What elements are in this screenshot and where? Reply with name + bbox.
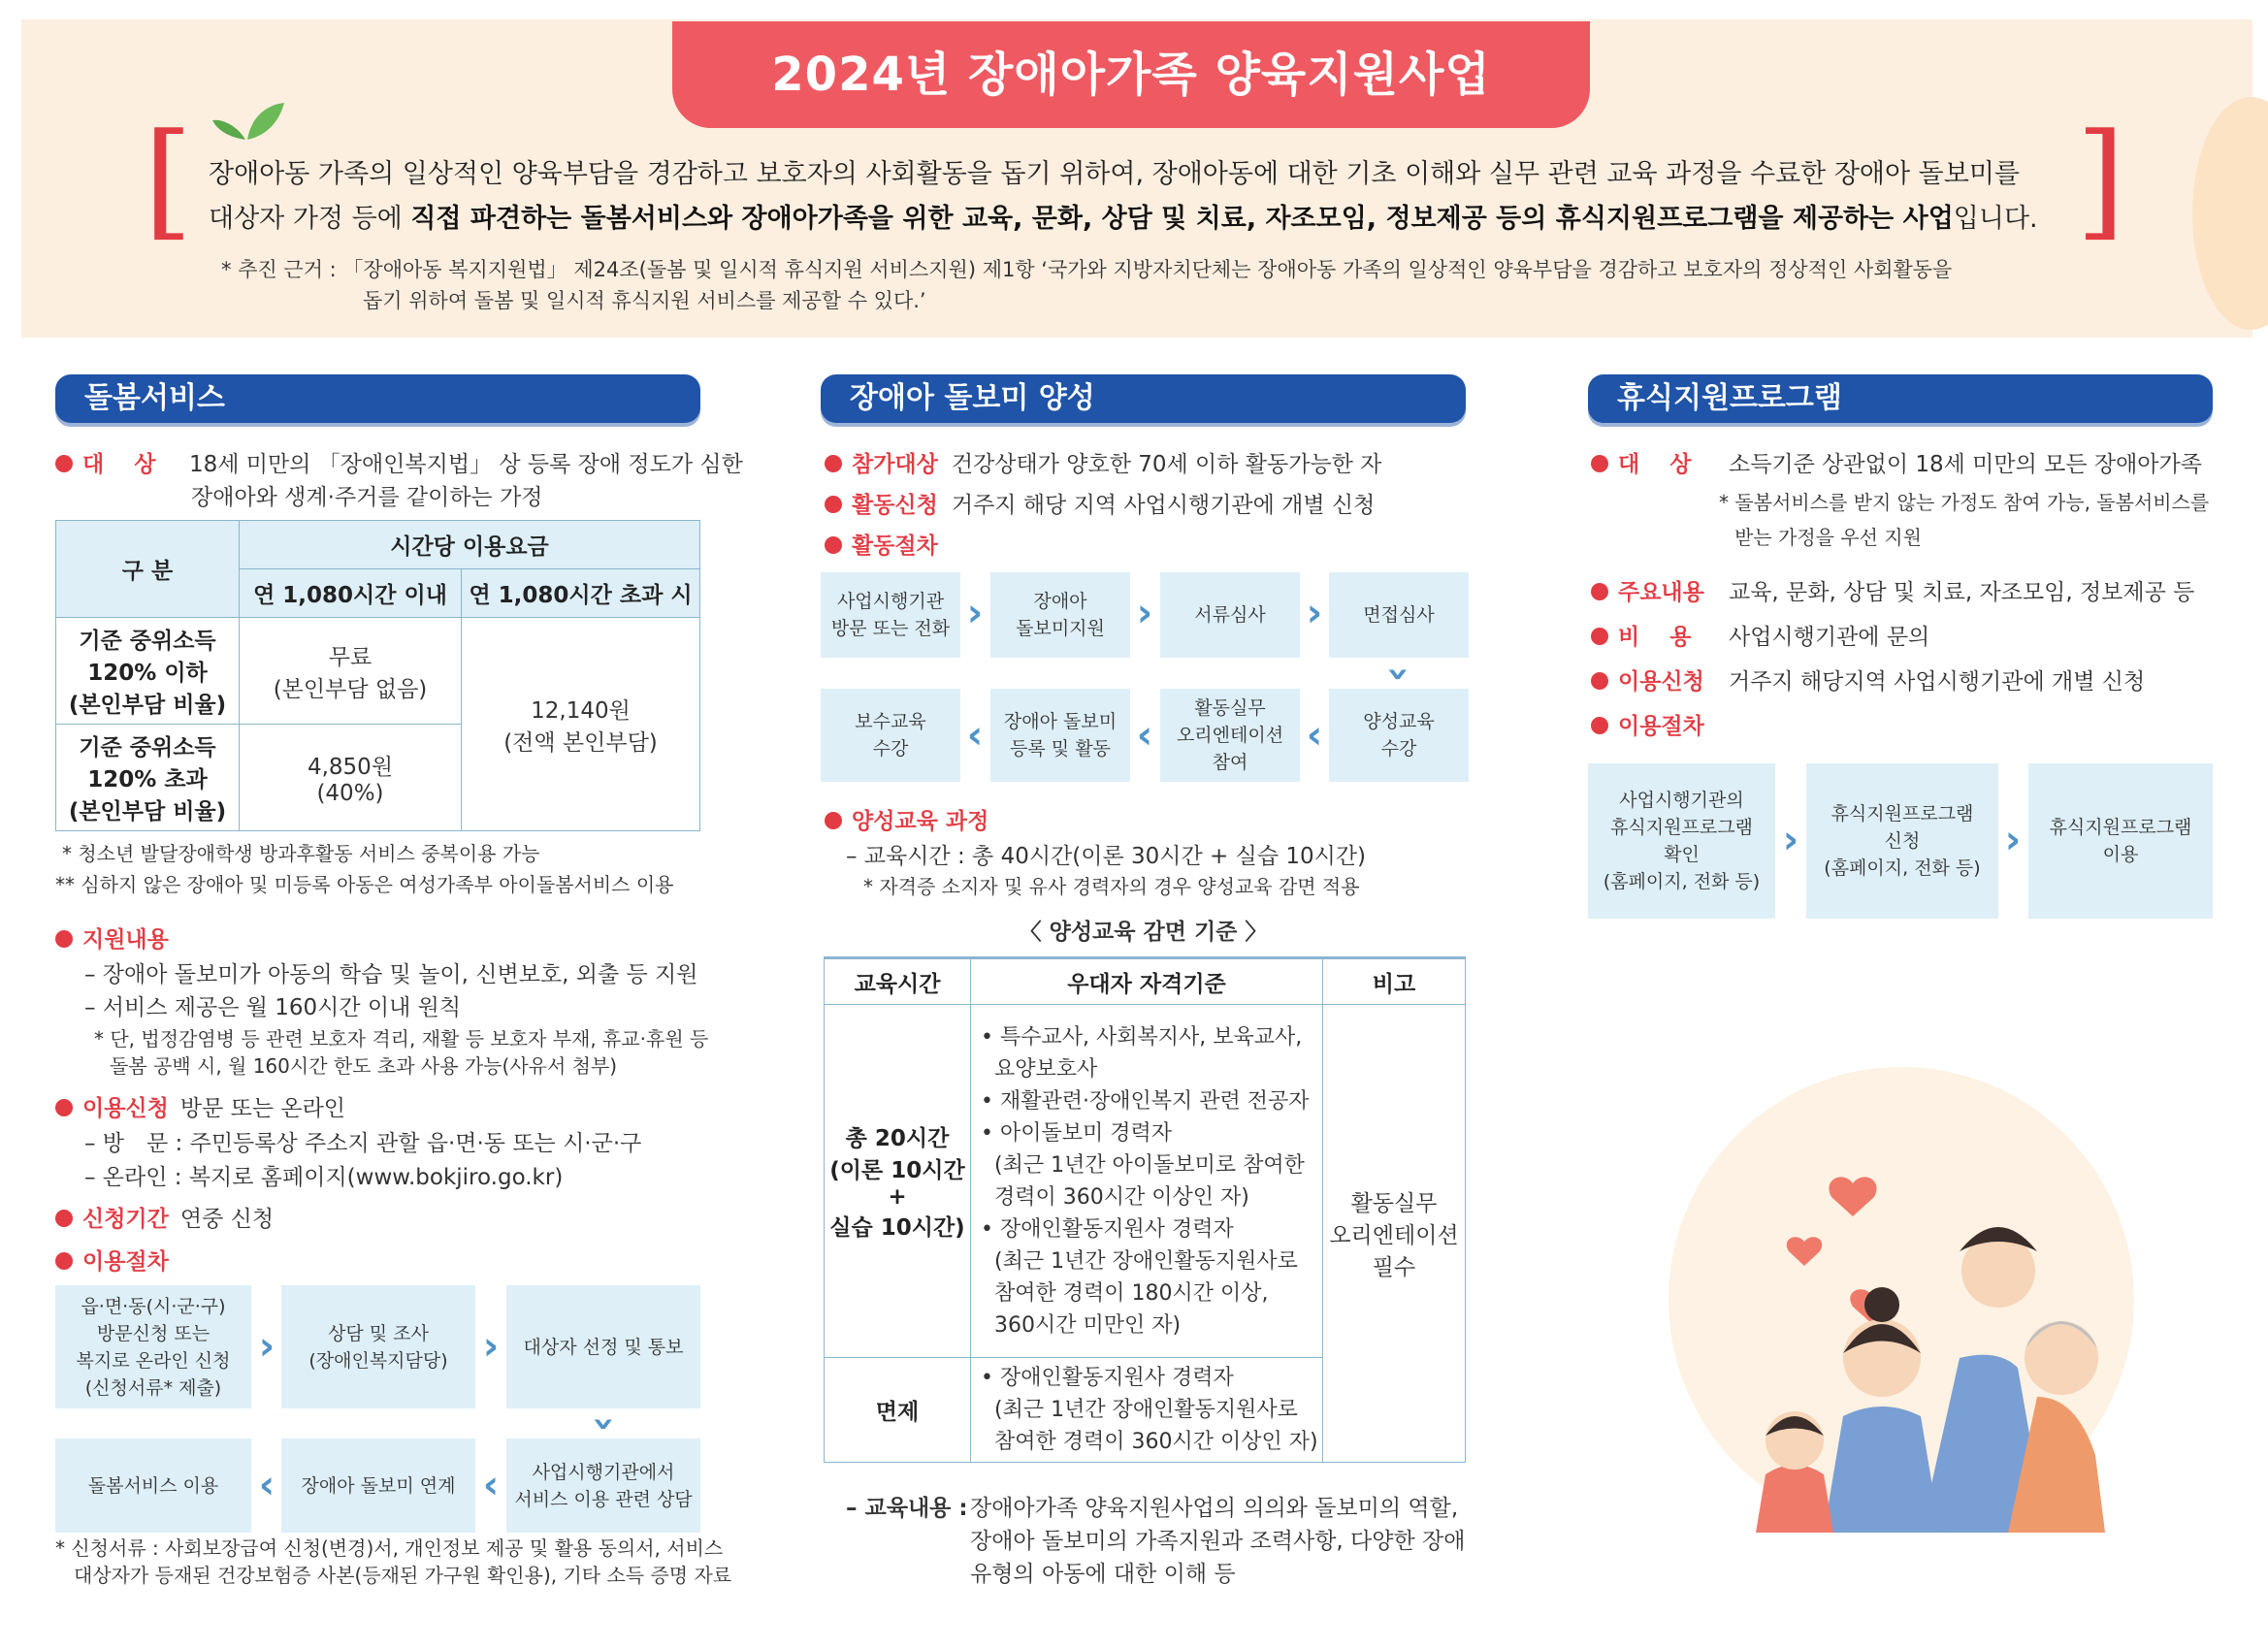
train-step-1 — [821, 572, 960, 658]
qual-line: • 재활관련·장애인복지 관련 전공자 — [981, 1088, 1310, 1114]
care-target — [55, 446, 743, 478]
care-support-note-1: * 단, 법정감염병 등 관련 보호자 격리, 재활 등 보호자 부재, 휴교·휴원 등 — [94, 1027, 709, 1051]
step-line: 돌봄서비스 이용 — [87, 1474, 219, 1497]
care-proc-label: 이용절차 — [82, 1249, 169, 1275]
reduce-col-time: 교육시간 — [825, 958, 971, 1005]
train-step-6 — [1160, 689, 1300, 782]
step-line: 사업시행기관의 — [1619, 790, 1744, 811]
chevron-left-icon: ‹ — [1306, 713, 1323, 758]
step-line: 수강 — [872, 738, 909, 760]
row1-within — [240, 618, 462, 725]
bracket-right: ] — [2076, 106, 2125, 253]
over-value-1: 12,140원 — [531, 697, 631, 724]
row2-within — [240, 725, 462, 831]
chevron-down-icon: › — [1377, 665, 1421, 683]
rest-step-2 — [1806, 763, 1998, 919]
note-line: 오리엔테이션 — [1329, 1223, 1459, 1248]
rest-apply — [1591, 663, 2145, 695]
row2-within-1: 4,850원 — [307, 755, 394, 780]
step-line: 장애아 돌보미 연계 — [301, 1474, 456, 1497]
care-target-label: 대 상 — [82, 452, 156, 477]
step-line: 휴식지원프로그램 — [1610, 817, 1753, 838]
row1-label-3: (본인부담 비율) — [68, 693, 227, 718]
rest-cost — [1591, 619, 1929, 651]
care-step-4 — [506, 1439, 700, 1533]
bullet-dot — [825, 496, 842, 513]
step-line: 사업시행기관에서 — [532, 1461, 675, 1483]
care-apply-label: 이용신청 — [82, 1096, 169, 1121]
care-period-text: 연중 신청 — [179, 1207, 275, 1232]
note-line: 필수 — [1372, 1255, 1416, 1280]
chevron-right-icon: › — [966, 591, 984, 635]
rest-cost-label: 비 용 — [1618, 625, 1692, 650]
step-line: 활동실무 — [1194, 697, 1266, 719]
train-step-5 — [1329, 689, 1469, 782]
train-step-4 — [1329, 572, 1469, 658]
step-line: 장애아 돌보미 — [1003, 711, 1118, 732]
reduce-note — [1323, 1005, 1466, 1463]
rest-target-note-2: 받는 가정을 우선 지원 — [1734, 526, 1922, 549]
care-support-label: 지원내용 — [82, 927, 169, 953]
step-line: 오리엔테이션 — [1176, 725, 1284, 746]
train-content-1: 장애아가족 양육지원사업의 의의와 돌보미의 역할, — [970, 1496, 1459, 1521]
row2-label-2: 120% 초과 — [87, 767, 208, 792]
rest-step-3 — [2028, 763, 2213, 919]
qual-line: 경력이 360시간 이상인 자) — [981, 1184, 1249, 1210]
section-rest-heading: 휴식지원프로그램 — [1588, 374, 2213, 423]
reduce-row1-quals — [971, 1005, 1323, 1358]
rest-target-note-1: * 돌봄서비스를 받지 않는 가정도 참여 가능, 돌봄서비스를 — [1719, 491, 2210, 514]
step-line: 수강 — [1380, 738, 1417, 760]
care-note-1: * 청소년 발달장애학생 방과후활동 서비스 중복이용 가능 — [62, 842, 540, 865]
train-proc — [825, 528, 938, 560]
intro-line-2 — [209, 197, 2081, 235]
chevron-left-icon: ‹ — [258, 1463, 275, 1507]
care-docs-1: * 신청서류 : 사회보장급여 신청(변경)서, 개인정보 제공 및 활용 동의서, 서비스 — [55, 1536, 724, 1560]
rest-target — [1591, 446, 2202, 478]
step-line: 돌보미지원 — [1016, 618, 1105, 639]
train-who-text: 건강상태가 양호한 70세 이하 활동가능한 자 — [951, 452, 1382, 477]
care-note-2: ** 심하지 않은 장애아 및 미등록 아동은 여성가족부 아이돌봄서비스 이용 — [55, 873, 674, 896]
section-train-heading: 장애아 돌보미 양성 — [821, 374, 1466, 423]
chevron-right-icon: › — [1306, 591, 1323, 635]
note-line: 활동실무 — [1350, 1191, 1438, 1216]
step-line: 복지로 온라인 신청 — [76, 1349, 231, 1372]
care-target-text: 18세 미만의 「장애인복지법」 상 등록 장애 정도가 심한 — [189, 452, 743, 477]
care-support — [55, 922, 169, 954]
bullet-dot — [825, 536, 842, 554]
bullet-dot — [55, 1099, 73, 1116]
qual-line: 참여한 경력이 180시간 이상, — [981, 1280, 1269, 1306]
row1-label — [56, 618, 240, 725]
qual-line: (최근 1년간 아이돌보미로 참여한 — [981, 1152, 1305, 1178]
chevron-right-icon: › — [2004, 818, 2022, 862]
over-value — [462, 618, 700, 831]
chevron-down-icon: › — [582, 1415, 627, 1433]
over-value-2: (전액 본인부담) — [503, 729, 658, 756]
time-line: 총 20시간 — [845, 1126, 950, 1151]
train-content-label: – 교육내용 : — [846, 1496, 968, 1521]
care-step-6 — [55, 1439, 251, 1533]
section-care-heading: 돌봄서비스 — [55, 374, 700, 423]
qual-line: (최근 1년간 장애인활동지원사로 — [981, 1398, 1298, 1422]
train-course-hours: – 교육시간 : 총 40시간(이론 30시간 + 실습 10시간) — [846, 844, 1367, 869]
train-apply-label: 활동신청 — [852, 493, 938, 518]
train-apply — [825, 487, 1375, 519]
intro-bold: 직접 파견하는 돌봄서비스와 장애아가족을 위한 교육, 문화, 상담 및 치료, 자조모임, 정보제공 등의 휴식지원프로그램을 제공하는 사업 — [410, 204, 1954, 234]
bullet-dot — [1591, 583, 1608, 600]
chevron-left-icon: ‹ — [482, 1463, 500, 1507]
reduce-row1-time — [825, 1005, 971, 1358]
train-who — [825, 446, 1381, 478]
chevron-right-icon: › — [1136, 591, 1153, 635]
chevron-right-icon: › — [258, 1324, 275, 1369]
time-line: + — [888, 1184, 907, 1210]
leaf-icon — [209, 97, 286, 141]
rest-apply-label: 이용신청 — [1618, 669, 1704, 695]
train-apply-text: 거주지 해당 지역 사업시행기관에 개별 신청 — [951, 493, 1376, 518]
care-step-3 — [506, 1285, 700, 1408]
rest-cost-text: 사업시행기관에 문의 — [1729, 625, 1930, 650]
intro-line-1: 장애아동 가족의 일상적인 양육부담을 경감하고 보호자의 사회활동을 돕기 위하여, 장애아동에 대한 기초 이해와 실무 관련 교육 과정을 수료한 장애아 돌보미를 — [209, 159, 2020, 189]
bullet-dot — [825, 455, 842, 472]
step-line: 서류심사 — [1194, 604, 1266, 626]
reduce-row2-quals — [971, 1358, 1323, 1463]
qual-line: 요양보호사 — [981, 1056, 1098, 1082]
care-period-label: 신청기간 — [82, 1207, 169, 1232]
row2-label — [56, 725, 240, 831]
train-course-label: 양성교육 과정 — [852, 809, 989, 834]
bullet-dot — [55, 455, 73, 472]
step-line: 사업시행기관 — [836, 591, 945, 612]
bullet-dot — [1591, 455, 1608, 472]
row2-label-1: 기준 중위소득 — [79, 735, 216, 760]
reduce-col-note: 비고 — [1323, 958, 1466, 1005]
train-content-2: 장애아 돌보미의 가족지원과 조력사항, 다양한 장애 — [970, 1529, 1466, 1554]
step-line: 방문 또는 전화 — [830, 618, 951, 639]
train-course — [825, 803, 988, 835]
rest-proc-label: 이용절차 — [1618, 714, 1704, 739]
step-line: 상담 및 조사 — [328, 1322, 429, 1344]
bullet-dot — [825, 812, 842, 829]
step-line: 등록 및 활동 — [1010, 738, 1111, 760]
qual-line: • 장애인활동지원사 경력자 — [981, 1366, 1234, 1390]
qual-line: (최근 1년간 장애인활동지원사로 — [981, 1248, 1298, 1274]
step-line: 신청 — [1884, 830, 1921, 852]
step-line: (홈페이지, 전화 등) — [1603, 871, 1761, 892]
reduce-row2-time: 면제 — [825, 1358, 971, 1463]
row1-within-1: 무료 — [328, 644, 373, 670]
reduce-table — [824, 956, 1466, 1463]
care-support-2: – 서비스 제공은 월 160시간 이내 원칙 — [84, 995, 462, 1020]
qual-line: • 아이돌보미 경력자 — [981, 1120, 1172, 1146]
family-illustration — [1669, 1067, 2134, 1533]
step-line: 방문신청 또는 — [96, 1322, 211, 1344]
step-line: 대상자 선정 및 통보 — [523, 1336, 684, 1358]
step-line: 서비스 이용 관련 상담 — [514, 1488, 693, 1510]
chevron-left-icon: ‹ — [966, 713, 984, 758]
step-line: 보수교육 — [855, 711, 926, 732]
qual-line: 360시간 미만인 자) — [981, 1312, 1182, 1338]
col-within: 연 1,080시간 이내 — [240, 569, 462, 618]
rest-content-label: 주요내용 — [1618, 580, 1704, 605]
train-who-label: 참가대상 — [852, 452, 938, 477]
chevron-right-icon: › — [1782, 818, 1799, 862]
col-fee: 시간당 이용요금 — [240, 521, 700, 569]
step-line: 이용 — [2102, 844, 2139, 865]
bullet-dot — [55, 1252, 73, 1270]
step-line: 확인 — [1664, 844, 1700, 865]
qual-line: • 특수교사, 사회복지사, 보육교사, — [981, 1024, 1303, 1050]
care-support-1: – 장애아 돌보미가 아동의 학습 및 놀이, 신변보호, 외출 등 지원 — [84, 962, 698, 987]
train-step-8 — [821, 689, 960, 782]
rest-content — [1591, 574, 2194, 606]
step-line: 휴식지원프로그램 — [1831, 803, 1974, 824]
train-content-3: 유형의 아동에 대한 이해 등 — [970, 1562, 1236, 1587]
train-step-7 — [990, 689, 1130, 782]
bracket-left: [ — [144, 106, 193, 253]
bullet-dot — [1591, 672, 1608, 690]
page-title: 2024년 장애아가족 양육지원사업 — [672, 21, 1590, 128]
step-line: 양성교육 — [1363, 711, 1435, 732]
reduce-col-quals: 우대자 자격기준 — [971, 958, 1323, 1005]
time-line: (이론 10시간 — [829, 1158, 965, 1183]
basis-line-1: * 추진 근거 : 「장애아동 복지지원법」 제24조(돌봄 및 일시적 휴식지원 서비스지원) 제1항 ‘국가와 지방자치단체는 장애아동 가족의 일상적인 양육부담을 경감하고 보호자의 정상적인 사회활동을 — [221, 258, 1953, 281]
row2-label-3: (본인부담 비율) — [68, 799, 227, 824]
care-step-1 — [55, 1285, 251, 1408]
care-target-text-2: 장애아와 생계·주거를 같이하는 가정 — [191, 485, 543, 510]
care-period — [55, 1201, 274, 1233]
train-step-2 — [990, 572, 1130, 658]
care-apply-text: 방문 또는 온라인 — [179, 1096, 346, 1121]
step-line: 휴식지원프로그램 — [2049, 817, 2192, 838]
bullet-dot — [1591, 717, 1608, 734]
rest-apply-text: 거주지 해당지역 사업시행기관에 개별 신청 — [1729, 669, 2146, 695]
step-line: 면접심사 — [1363, 604, 1435, 626]
step-line: 읍·면·동(시·군·구) — [81, 1295, 226, 1317]
row2-within-2: (40%) — [316, 781, 384, 806]
rest-target-label: 대 상 — [1618, 452, 1692, 477]
care-apply-2: – 온라인 : 복지로 홈페이지(www.bokjiro.go.kr) — [84, 1165, 564, 1190]
reduce-title: 〈 양성교육 감면 기준 〉 — [1019, 920, 1268, 945]
care-support-note-2: 돌봄 공백 시, 월 160시간 한도 초과 사용 가능(사유서 첨부) — [110, 1054, 618, 1078]
care-fee-table — [55, 520, 700, 831]
train-proc-label: 활동절차 — [852, 534, 938, 559]
col-over: 연 1,080시간 초과 시 — [462, 569, 700, 618]
qual-line: • 장애인활동지원사 경력자 — [981, 1216, 1234, 1242]
intro-prefix: 대상자 가정 등에 — [209, 204, 411, 234]
chevron-left-icon: ‹ — [1136, 713, 1153, 758]
care-docs-2: 대상자가 등재된 건강보험증 사본(등재된 가구원 확인용), 기타 소득 증명 자료 — [74, 1564, 732, 1587]
care-step-2 — [281, 1285, 475, 1408]
rest-step-1 — [1588, 763, 1775, 919]
row1-within-2: (본인부담 없음) — [273, 676, 428, 702]
step-line: 참여 — [1212, 752, 1248, 773]
intro-suffix: 입니다. — [1953, 204, 2038, 234]
rest-content-text: 교육, 문화, 상담 및 치료, 자조모임, 정보제공 등 — [1729, 580, 2195, 605]
care-proc — [55, 1244, 169, 1276]
step-line: (장애인복지담당) — [308, 1349, 448, 1372]
train-course-note: * 자격증 소지자 및 유사 경력자의 경우 양성교육 감면 적용 — [863, 875, 1360, 898]
care-apply-1: – 방 문 : 주민등록상 주소지 관할 읍·면·동 또는 시·군·구 — [84, 1131, 642, 1156]
care-apply — [55, 1090, 345, 1122]
col-group: 구 분 — [56, 521, 240, 618]
step-line: (신청서류* 제출) — [84, 1376, 222, 1399]
qual-line: 참여한 경력이 360시간 이상인 자) — [981, 1430, 1318, 1454]
bullet-dot — [55, 930, 73, 948]
rest-proc — [1591, 708, 1704, 740]
row1-label-2: 120% 이하 — [87, 661, 208, 686]
bullet-dot — [1591, 628, 1608, 645]
chevron-right-icon: › — [482, 1324, 500, 1369]
step-line: (홈페이지, 전화 등) — [1824, 857, 1981, 879]
time-line: 실습 10시간) — [829, 1215, 965, 1241]
row1-label-1: 기준 중위소득 — [79, 629, 216, 654]
bullet-dot — [55, 1210, 73, 1227]
basis-line-2: 돕기 위하여 돌봄 및 일시적 휴식지원 서비스를 제공할 수 있다.’ — [363, 289, 926, 312]
care-step-5 — [281, 1439, 475, 1533]
train-step-3 — [1160, 572, 1300, 658]
rest-target-text: 소득기준 상관없이 18세 미만의 모든 장애아가족 — [1729, 452, 2202, 477]
step-line: 장애아 — [1033, 591, 1087, 612]
